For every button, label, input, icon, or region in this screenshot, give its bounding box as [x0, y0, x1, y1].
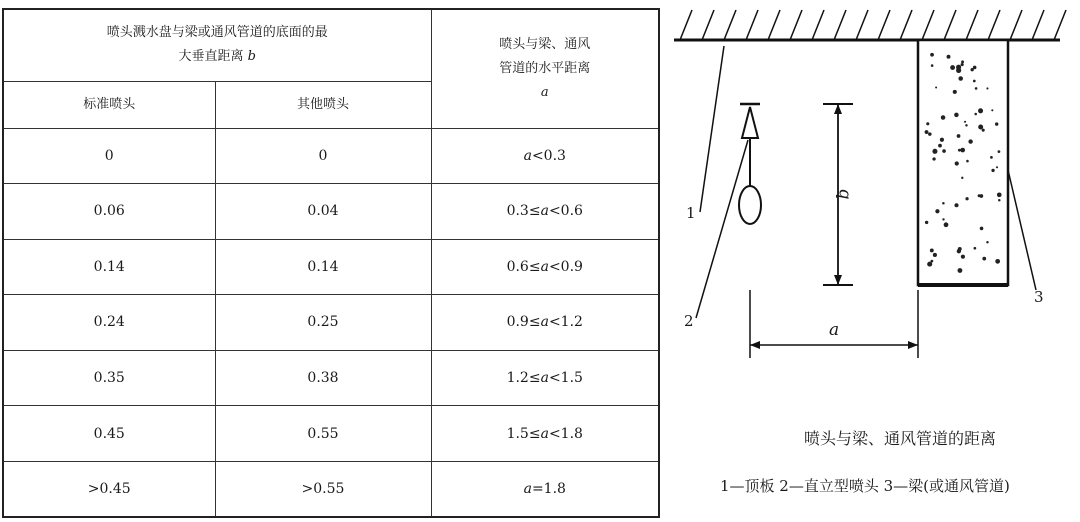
- subheader-standard-sprinkler: 标准喷头: [3, 81, 215, 128]
- table-row: [3, 184, 659, 240]
- cell-other-value: 0.25: [215, 295, 431, 351]
- cell-horizontal-range: [431, 184, 659, 240]
- beam-distance-figure: [668, 0, 1080, 522]
- range-symbol: a: [540, 258, 549, 275]
- table-row: [3, 350, 659, 406]
- range-bound: <0.3: [531, 147, 566, 164]
- cell-standard-value: >0.45: [3, 461, 215, 517]
- range-symbol: a: [540, 203, 549, 220]
- range-bound: 1.5≤: [506, 425, 541, 442]
- cell-standard-value: 0.45: [3, 406, 215, 462]
- ceiling-slab: [674, 10, 1066, 40]
- sprinkler-head: [739, 104, 761, 224]
- range-bound: <1.8: [548, 425, 583, 442]
- range-symbol: a: [540, 314, 549, 331]
- callout-3: 3: [1034, 288, 1044, 306]
- cell-horizontal-range: [431, 239, 659, 295]
- sprinkler-spacing-table: [2, 8, 660, 518]
- callout-2: 2: [684, 312, 694, 330]
- range-symbol: a: [540, 425, 549, 442]
- cell-standard-value: 0: [3, 128, 215, 184]
- callout-1: 1: [686, 204, 696, 222]
- cell-horizontal-range: [431, 128, 659, 184]
- cell-horizontal-range: [431, 461, 659, 517]
- range-bound: 1.2≤: [506, 370, 541, 387]
- cell-other-value: 0.04: [215, 184, 431, 240]
- figure-caption-title: 喷头与梁、通风管道的距离: [804, 429, 997, 448]
- figure-caption-legend: 1—顶板 2—直立型喷头 3—梁(或通风管道): [720, 477, 1010, 495]
- range-bound: <1.5: [548, 370, 583, 387]
- range-bound: <1.2: [548, 314, 583, 331]
- range-bound: 0.3≤: [506, 203, 541, 220]
- range-bound: =1.8: [531, 480, 566, 497]
- cell-standard-value: 0.14: [3, 239, 215, 295]
- table-row: [3, 128, 659, 184]
- cell-standard-value: 0.24: [3, 295, 215, 351]
- cell-other-value: 0.55: [215, 406, 431, 462]
- cell-horizontal-range: [431, 295, 659, 351]
- table-row: [3, 295, 659, 351]
- cell-other-value: >0.55: [215, 461, 431, 517]
- label-a: a: [829, 320, 840, 340]
- range-bound: <0.9: [548, 258, 583, 275]
- cell-other-value: 0.38: [215, 350, 431, 406]
- table-row: [3, 406, 659, 462]
- spacing-table-panel: [2, 8, 658, 518]
- cell-standard-value: 0.35: [3, 350, 215, 406]
- cell-horizontal-range: [431, 350, 659, 406]
- range-symbol: a: [540, 370, 549, 387]
- cell-horizontal-range: [431, 406, 659, 462]
- label-b: b: [833, 188, 854, 200]
- header-vertical-distance: 喷头溅水盘与梁或通风管道的底面的最 大垂直距离 b: [3, 9, 431, 81]
- cell-standard-value: 0.06: [3, 184, 215, 240]
- range-bound: 0.9≤: [506, 314, 541, 331]
- subheader-other-sprinkler: 其他喷头: [215, 81, 431, 128]
- range-bound: 0.6≤: [506, 258, 541, 275]
- range-symbol: a: [523, 480, 532, 497]
- cell-other-value: 0: [215, 128, 431, 184]
- header-horizontal-distance: 喷头与梁、通风 管道的水平距离 a: [431, 9, 659, 128]
- range-bound: <0.6: [548, 203, 583, 220]
- table-row: [3, 239, 659, 295]
- beam: [918, 40, 1008, 285]
- range-symbol: a: [523, 147, 532, 164]
- table-body: [3, 128, 659, 517]
- cell-other-value: 0.14: [215, 239, 431, 295]
- table-row: [3, 461, 659, 517]
